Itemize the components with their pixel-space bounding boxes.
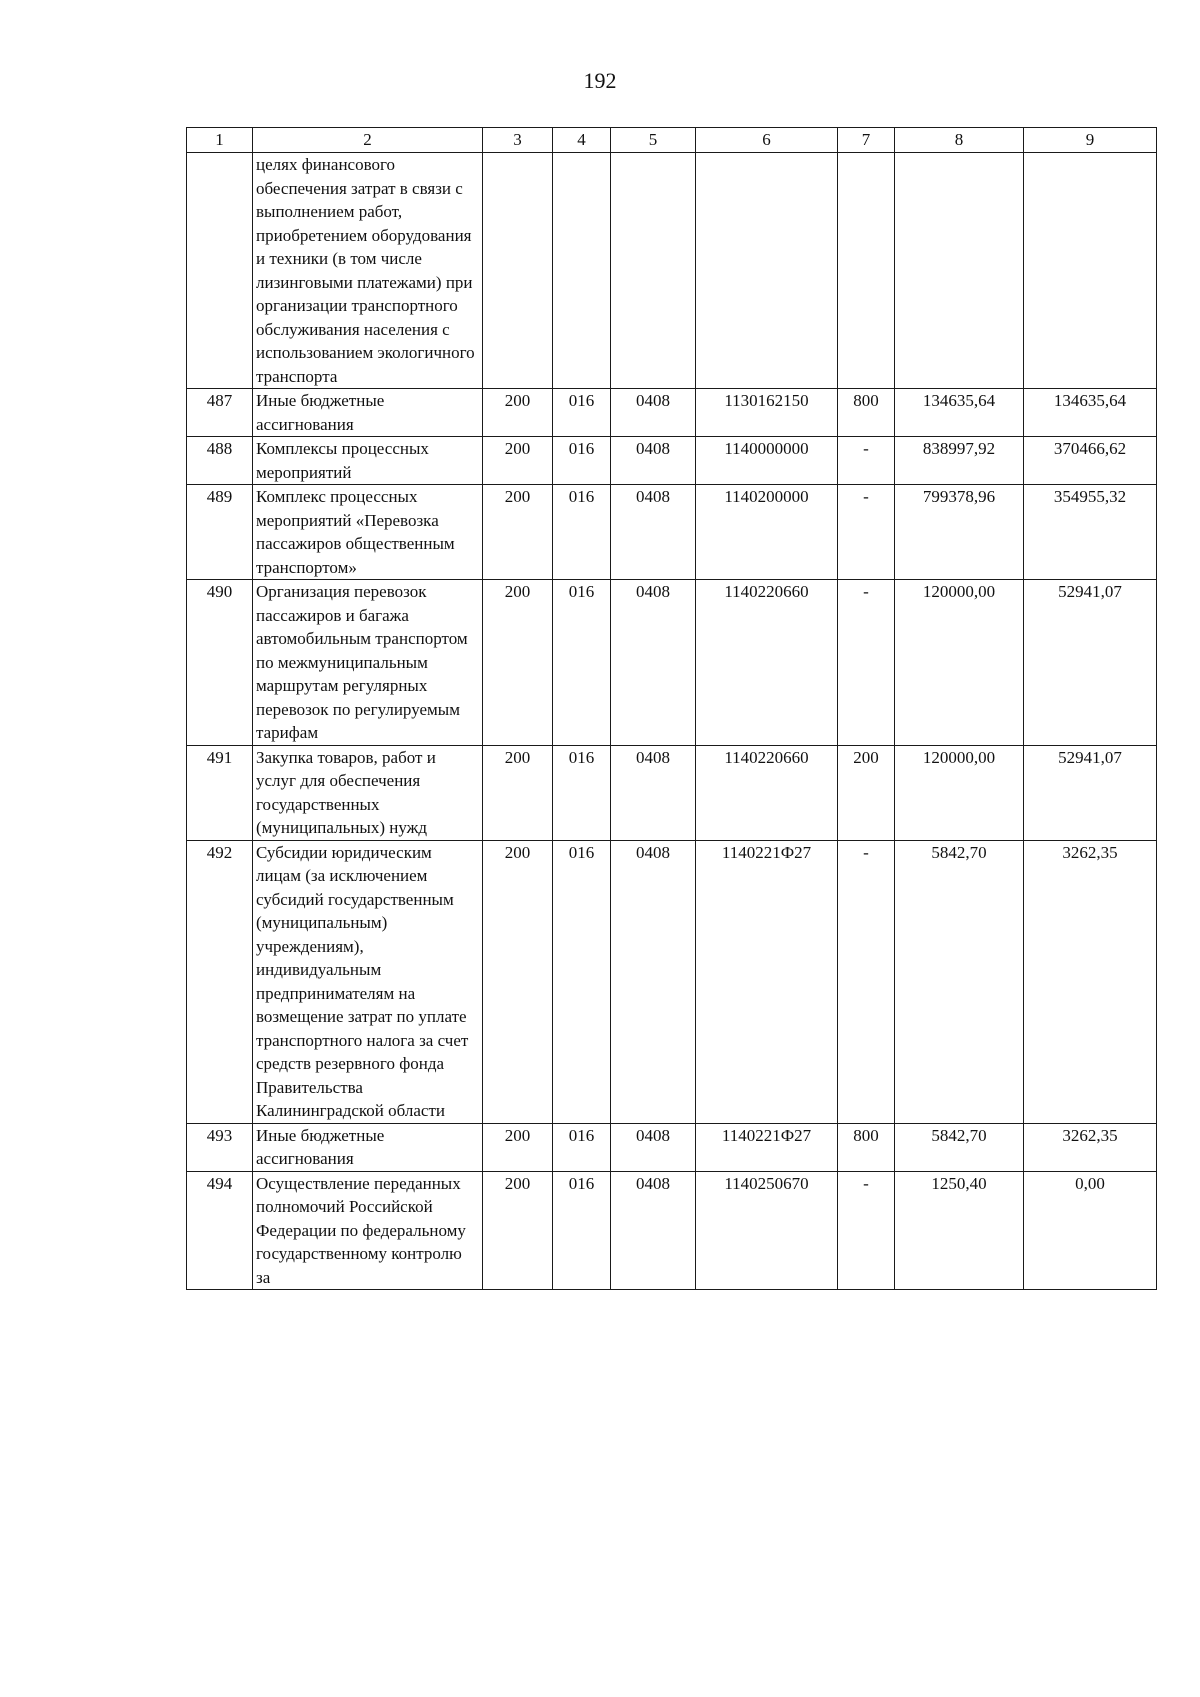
row-name-cell: целях финансового обеспечения затрат в связи с выполнением работ, приобретением оборудования и техники (в том числе лизинговыми платежами) при организации транспортного обслуживания населения с использованием экологичного транспорта — [253, 153, 483, 389]
code-cell: 800 — [838, 1123, 895, 1171]
code-cell: 200 — [483, 389, 553, 437]
column-header: 5 — [611, 128, 696, 153]
row-name-cell: Комплекс процессных мероприятий «Перевозка пассажиров общественным транспортом» — [253, 485, 483, 580]
table-row — [187, 580, 1157, 746]
code-cell: 200 — [483, 1171, 553, 1290]
code-cell: 0408 — [611, 389, 696, 437]
code-cell: 0408 — [611, 840, 696, 1123]
code-cell: 200 — [838, 745, 895, 840]
column-header: 6 — [696, 128, 838, 153]
code-cell: 016 — [553, 485, 611, 580]
table-row — [187, 485, 1157, 580]
row-name-cell: Организация перевозок пассажиров и багажа автомобильным транспортом по межмуниципальным маршрутам регулярных перевозок по регулируемым тарифам — [253, 580, 483, 746]
code-cell: 200 — [483, 580, 553, 746]
row-number-cell: 488 — [187, 437, 253, 485]
table-row — [187, 153, 1157, 389]
code-cell: 016 — [553, 745, 611, 840]
code-cell: 1130162150 — [696, 389, 838, 437]
column-header: 3 — [483, 128, 553, 153]
amount-cell: 5842,70 — [895, 840, 1024, 1123]
code-cell: 0408 — [611, 1171, 696, 1290]
amount-cell: 0,00 — [1024, 1171, 1157, 1290]
row-name-cell: Закупка товаров, работ и услуг для обеспечения государственных (муниципальных) нужд — [253, 745, 483, 840]
amount-cell: 370466,62 — [1024, 437, 1157, 485]
code-cell: - — [838, 840, 895, 1123]
code-cell: 0408 — [611, 580, 696, 746]
amount-cell: 120000,00 — [895, 580, 1024, 746]
table-row — [187, 745, 1157, 840]
code-cell: 016 — [553, 389, 611, 437]
code-cell: 1140221Ф27 — [696, 840, 838, 1123]
row-number-cell: 487 — [187, 389, 253, 437]
page-number: 192 — [583, 68, 617, 93]
column-header: 2 — [253, 128, 483, 153]
column-header: 7 — [838, 128, 895, 153]
amount-cell: 3262,35 — [1024, 1123, 1157, 1171]
amount-cell: 134635,64 — [1024, 389, 1157, 437]
code-cell: 200 — [483, 437, 553, 485]
code-cell: 016 — [553, 840, 611, 1123]
code-cell: 1140200000 — [696, 485, 838, 580]
table-header-row — [187, 128, 1157, 153]
code-cell: 1140221Ф27 — [696, 1123, 838, 1171]
code-cell: 0408 — [611, 437, 696, 485]
code-cell — [553, 153, 611, 389]
column-header: 8 — [895, 128, 1024, 153]
code-cell: - — [838, 1171, 895, 1290]
code-cell: - — [838, 437, 895, 485]
code-cell — [483, 153, 553, 389]
code-cell: 016 — [553, 437, 611, 485]
code-cell: 016 — [553, 1171, 611, 1290]
code-cell — [838, 153, 895, 389]
row-name-cell: Комплексы процессных мероприятий — [253, 437, 483, 485]
amount-cell: 838997,92 — [895, 437, 1024, 485]
amount-cell: 354955,32 — [1024, 485, 1157, 580]
code-cell: 1140250670 — [696, 1171, 838, 1290]
amount-cell: 3262,35 — [1024, 840, 1157, 1123]
code-cell: 200 — [483, 485, 553, 580]
code-cell — [611, 153, 696, 389]
code-cell: 200 — [483, 1123, 553, 1171]
amount-cell — [895, 153, 1024, 389]
code-cell: 016 — [553, 1123, 611, 1171]
table-row — [187, 389, 1157, 437]
amount-cell — [1024, 153, 1157, 389]
code-cell: - — [838, 580, 895, 746]
code-cell: 0408 — [611, 745, 696, 840]
code-cell: - — [838, 485, 895, 580]
row-name-cell: Иные бюджетные ассигнования — [253, 389, 483, 437]
amount-cell: 799378,96 — [895, 485, 1024, 580]
row-number-cell: 490 — [187, 580, 253, 746]
code-cell: 1140220660 — [696, 745, 838, 840]
row-name-cell: Иные бюджетные ассигнования — [253, 1123, 483, 1171]
row-number-cell: 493 — [187, 1123, 253, 1171]
row-name-cell: Осуществление переданных полномочий Российской Федерации по федеральному государственному контролю за — [253, 1171, 483, 1290]
amount-cell: 5842,70 — [895, 1123, 1024, 1171]
column-header: 4 — [553, 128, 611, 153]
code-cell: 0408 — [611, 1123, 696, 1171]
column-header: 1 — [187, 128, 253, 153]
amount-cell: 120000,00 — [895, 745, 1024, 840]
table-row — [187, 1123, 1157, 1171]
code-cell: 200 — [483, 840, 553, 1123]
row-number-cell: 494 — [187, 1171, 253, 1290]
code-cell: 800 — [838, 389, 895, 437]
amount-cell: 1250,40 — [895, 1171, 1024, 1290]
row-number-cell: 489 — [187, 485, 253, 580]
amount-cell: 52941,07 — [1024, 580, 1157, 746]
code-cell: 1140000000 — [696, 437, 838, 485]
code-cell: 1140220660 — [696, 580, 838, 746]
code-cell: 016 — [553, 580, 611, 746]
row-name-cell: Субсидии юридическим лицам (за исключением субсидий государственным (муниципальным) учреждениям), индивидуальным предпринимателям на возмещение затрат по уплате транспортного налога за счет средств резервного фонда Правительства Калининградской области — [253, 840, 483, 1123]
table-row — [187, 437, 1157, 485]
column-header: 9 — [1024, 128, 1157, 153]
code-cell: 200 — [483, 745, 553, 840]
amount-cell: 52941,07 — [1024, 745, 1157, 840]
code-cell — [696, 153, 838, 389]
table-row — [187, 1171, 1157, 1290]
code-cell: 0408 — [611, 485, 696, 580]
row-number-cell: 491 — [187, 745, 253, 840]
table-row — [187, 840, 1157, 1123]
row-number-cell — [187, 153, 253, 389]
row-number-cell: 492 — [187, 840, 253, 1123]
budget-table — [186, 127, 1157, 1290]
amount-cell: 134635,64 — [895, 389, 1024, 437]
